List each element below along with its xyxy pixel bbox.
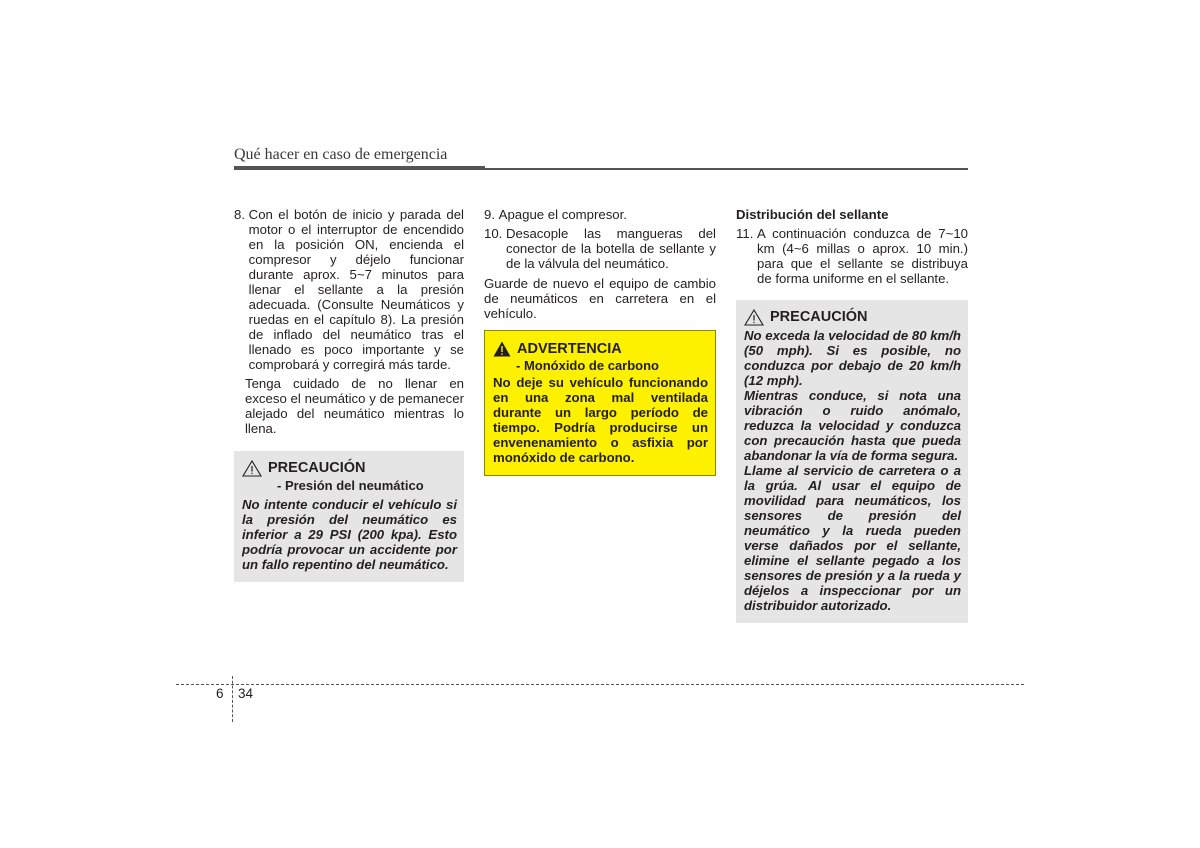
storage-paragraph: Guarde de nuevo el equipo de cambio de neumáticos en carretera en el vehículo. — [484, 276, 716, 321]
caution-paragraph-2: Mientras conduce, si nota una vibración o ruido anómalo, reduzca la velocidad y conduzca con precaución hasta que pueda abandonar la vía de forma segura. — [744, 388, 961, 463]
caution-triangle-icon — [242, 460, 262, 477]
header-rule-thick — [234, 166, 485, 170]
warning-box-carbon-monoxide — [484, 330, 716, 476]
caution-subtitle: - Presión del neumático — [277, 478, 424, 493]
step-8 — [234, 207, 464, 372]
caution-paragraph-3: Llame al servicio de carretera o a la grúa. Al usar el equipo de movilidad para neumáticos, los sensores de presión del neumático y la rueda pueden verse dañados por el sellante, elimine el sellante pegado a los sensores de presión y a la rueda y déjelos a inspeccionar por un distribuidor autorizado. — [744, 463, 961, 613]
step-number: 10. — [484, 226, 506, 241]
section-number: 6 — [216, 686, 224, 701]
step-11 — [736, 226, 968, 286]
caution-body: No intente conducir el vehículo si la presión del neumático es inferior a 29 PSI (200 kpa). Esto podría provocar un accidente por un fallo repentino del neumático. — [242, 497, 457, 572]
step-text: Desacople las mangueras del conector de la botella de sellante y de la válvula del neumático. — [506, 226, 716, 271]
step-text: A continuación conduzca de 7~10 km (4~6 millas o aprox. 10 min.) para que el sellante se distribuya de forma uniforme en el sellante. — [757, 226, 968, 286]
caution-title: PRECAUCIÓN — [770, 309, 868, 325]
warning-subtitle: - Monóxido de carbono — [516, 358, 659, 373]
footer-dashed-divider — [232, 676, 233, 722]
step-number: 11. — [736, 226, 758, 241]
step-text: Con el botón de inicio y parada del motor o el interruptor de encendido en la posición ON, encienda el compresor y déjelo funcionar durante aprox. 5~7 minutos para llenar el sellante a la presión adecuada. (Consulte Neumáticos y ruedas en el capítulo 8). La presión de inflado del neumático tras el llenado es poco importante y se comprobará y corregirá más tarde. — [248, 207, 464, 372]
step-9 — [484, 207, 716, 222]
caution-triangle-icon — [744, 309, 764, 326]
footer-dashed-line — [176, 684, 1024, 685]
caution-box-speed — [736, 300, 968, 623]
caution-paragraph-1: No exceda la velocidad de 80 km/h (50 mph). Si es posible, no conduzca por debajo de 20 km/h (12 mph). — [744, 328, 961, 388]
step-10 — [484, 226, 716, 271]
header-rule-thin — [485, 168, 968, 170]
warning-triangle-icon — [493, 341, 511, 357]
caution-title: PRECAUCIÓN — [268, 460, 366, 476]
step-text: Apague el compresor. — [498, 207, 627, 222]
caution-box-tire-pressure — [234, 451, 464, 582]
step-number: 9. — [484, 207, 499, 222]
column-3 — [736, 207, 968, 623]
warning-title: ADVERTENCIA — [517, 340, 622, 357]
step-8-note: Tenga cuidado de no llenar en exceso el neumático y de pemanecer alejado del neumático mientras lo llena. — [245, 376, 464, 436]
warning-body: No deje su vehículo funcionando en una zona mal ventilada durante un largo período de tiempo. Podría producirse un envenenamiento o asfixia por monóxido de carbono. — [493, 375, 708, 465]
section-heading: Distribución del sellante — [736, 207, 889, 222]
page-header-title: Qué hacer en caso de emergencia — [234, 146, 448, 163]
step-number: 8. — [234, 207, 249, 222]
column-1 — [234, 207, 464, 582]
column-2 — [484, 207, 716, 476]
page-number: 34 — [238, 686, 254, 701]
